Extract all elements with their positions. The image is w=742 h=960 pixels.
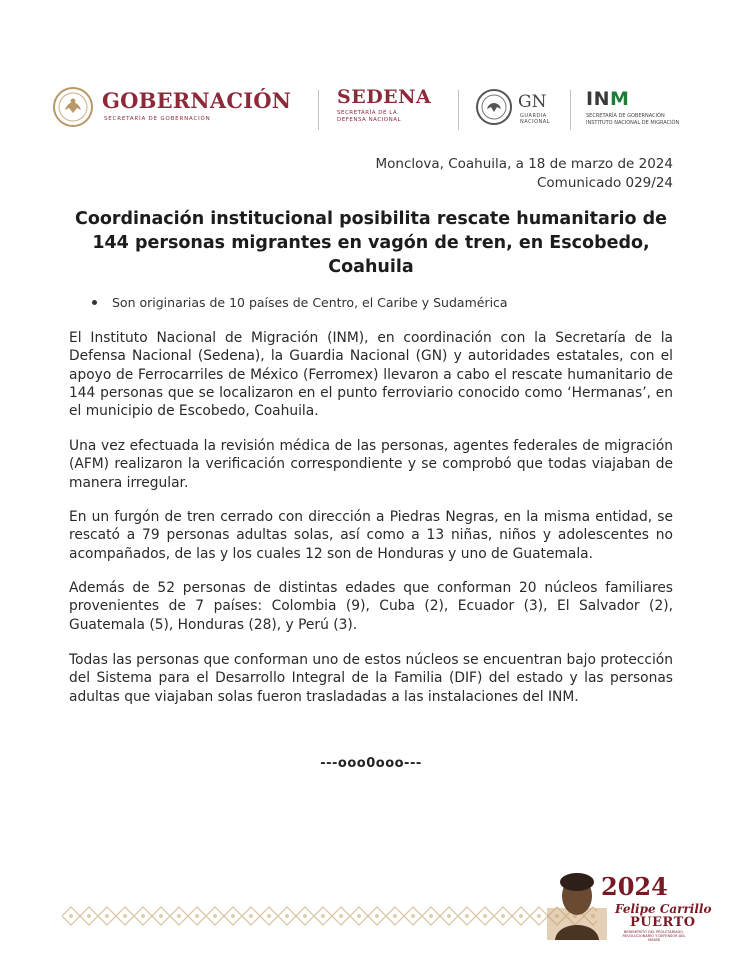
portrait-icon xyxy=(547,868,607,940)
logo-divider xyxy=(570,90,571,130)
felipe-carrillo-puerto-emblem xyxy=(535,862,712,942)
gn-name: GN xyxy=(518,92,547,112)
highlight-item: Son originarias de 10 países de Centro, el Caribe y Sudamérica xyxy=(92,295,508,310)
inm-logo xyxy=(586,88,679,126)
body-paragraph: El Instituto Nacional de Migración (INM), en coordinación con la Secretaría de la Defensa Nacional (Sedena), la Guardia Nacional (GN) y autoridades estatales, con el apoyo de Ferrocarriles de México (Ferromex) llevaron a cabo el rescate humanitario de 144 personas que se localizaron en el punto ferroviario conocido como ‘Hermanas’, en el municipio de Escobedo, Coahuila. xyxy=(69,330,673,420)
body-paragraph: Una vez efectuada la revisión médica de las personas, agentes federales de migración (AFM) realizaron la verificación correspondiente y se comprobó que todas viajaban de manera irregular. xyxy=(69,438,673,491)
inm-mark-left: IN xyxy=(586,88,610,110)
guardia-nacional-seal-icon xyxy=(475,88,513,126)
inm-subtitle-line: SECRETARÍA DE GOBERNACIÓN xyxy=(586,113,665,119)
dateline xyxy=(375,155,673,193)
closing-mark: ---ooo0ooo--- xyxy=(320,756,422,771)
logo-divider xyxy=(318,90,319,130)
sedena-name: SEDENA xyxy=(337,86,432,108)
sedena-subtitle: SECRETARÍA DE LA DEFENSA NACIONAL xyxy=(337,110,402,123)
emblem-year: 2024 xyxy=(601,872,668,901)
gobernacion-name: GOBERNACIÓN xyxy=(102,88,292,113)
gn-subtitle-line: GUARDIA xyxy=(520,113,547,119)
header-logos xyxy=(0,78,742,138)
inm-subtitle-line: INSTITUTO NACIONAL DE MIGRACIÓN xyxy=(586,119,680,126)
emblem-name: Felipe Carrillo xyxy=(615,902,712,916)
sedena-logo xyxy=(337,86,431,124)
emblem-subtitle: BENEMÉRITO DEL PROLETARIADO, REVOLUCIONARIO Y DEFENSOR DEL MAYAB xyxy=(622,930,686,942)
release-number: Comunicado 029/24 xyxy=(536,175,673,191)
emblem-surname: PUERTO xyxy=(630,915,696,930)
place-date: Monclova, Coahuila, a 18 de marzo de 2024 xyxy=(375,156,673,172)
gn-subtitle xyxy=(520,113,550,125)
press-release-title: Coordinación institucional posibilita rescate humanitario de 144 personas migrantes en vagón de tren, en Escobedo, Coahuila xyxy=(75,209,667,277)
gn-subtitle-line: NACIONAL xyxy=(520,119,550,125)
body-paragraph: Todas las personas que conforman uno de estos núcleos se encuentran bajo protección del Sistema para el Desarrollo Integral de la Familia (DIF) del estado y las personas adultas que viajaban solas fueron trasladadas a las instalaciones del INM. xyxy=(69,652,673,705)
inm-subtitle xyxy=(586,113,679,126)
highlights-list xyxy=(92,295,508,310)
inm-mark-right: M xyxy=(609,88,630,110)
body-paragraph: En un furgón de tren cerrado con dirección a Piedras Negras, en la misma entidad, se rescató a 79 personas adultas solas, así como a 13 niñas, niños y adolescentes no acompañados, de las y los cuales 12 son de Honduras y uno de Guatemala. xyxy=(69,509,673,562)
inm-mark xyxy=(586,88,679,110)
body-paragraph: Además de 52 personas de distintas edades que conforman 20 núcleos familiares provenientes de 7 países: Colombia (9), Cuba (2), Ecuador (3), El Salvador (2), Guatemala (5), Honduras (28), y Perú (3). xyxy=(69,580,673,633)
footer-ornament-band xyxy=(62,904,597,928)
eagle-seal-icon xyxy=(52,86,94,128)
gobernacion-subtitle: SECRETARÍA DE GOBERNACIÓN xyxy=(104,116,211,122)
logo-divider xyxy=(458,90,459,130)
